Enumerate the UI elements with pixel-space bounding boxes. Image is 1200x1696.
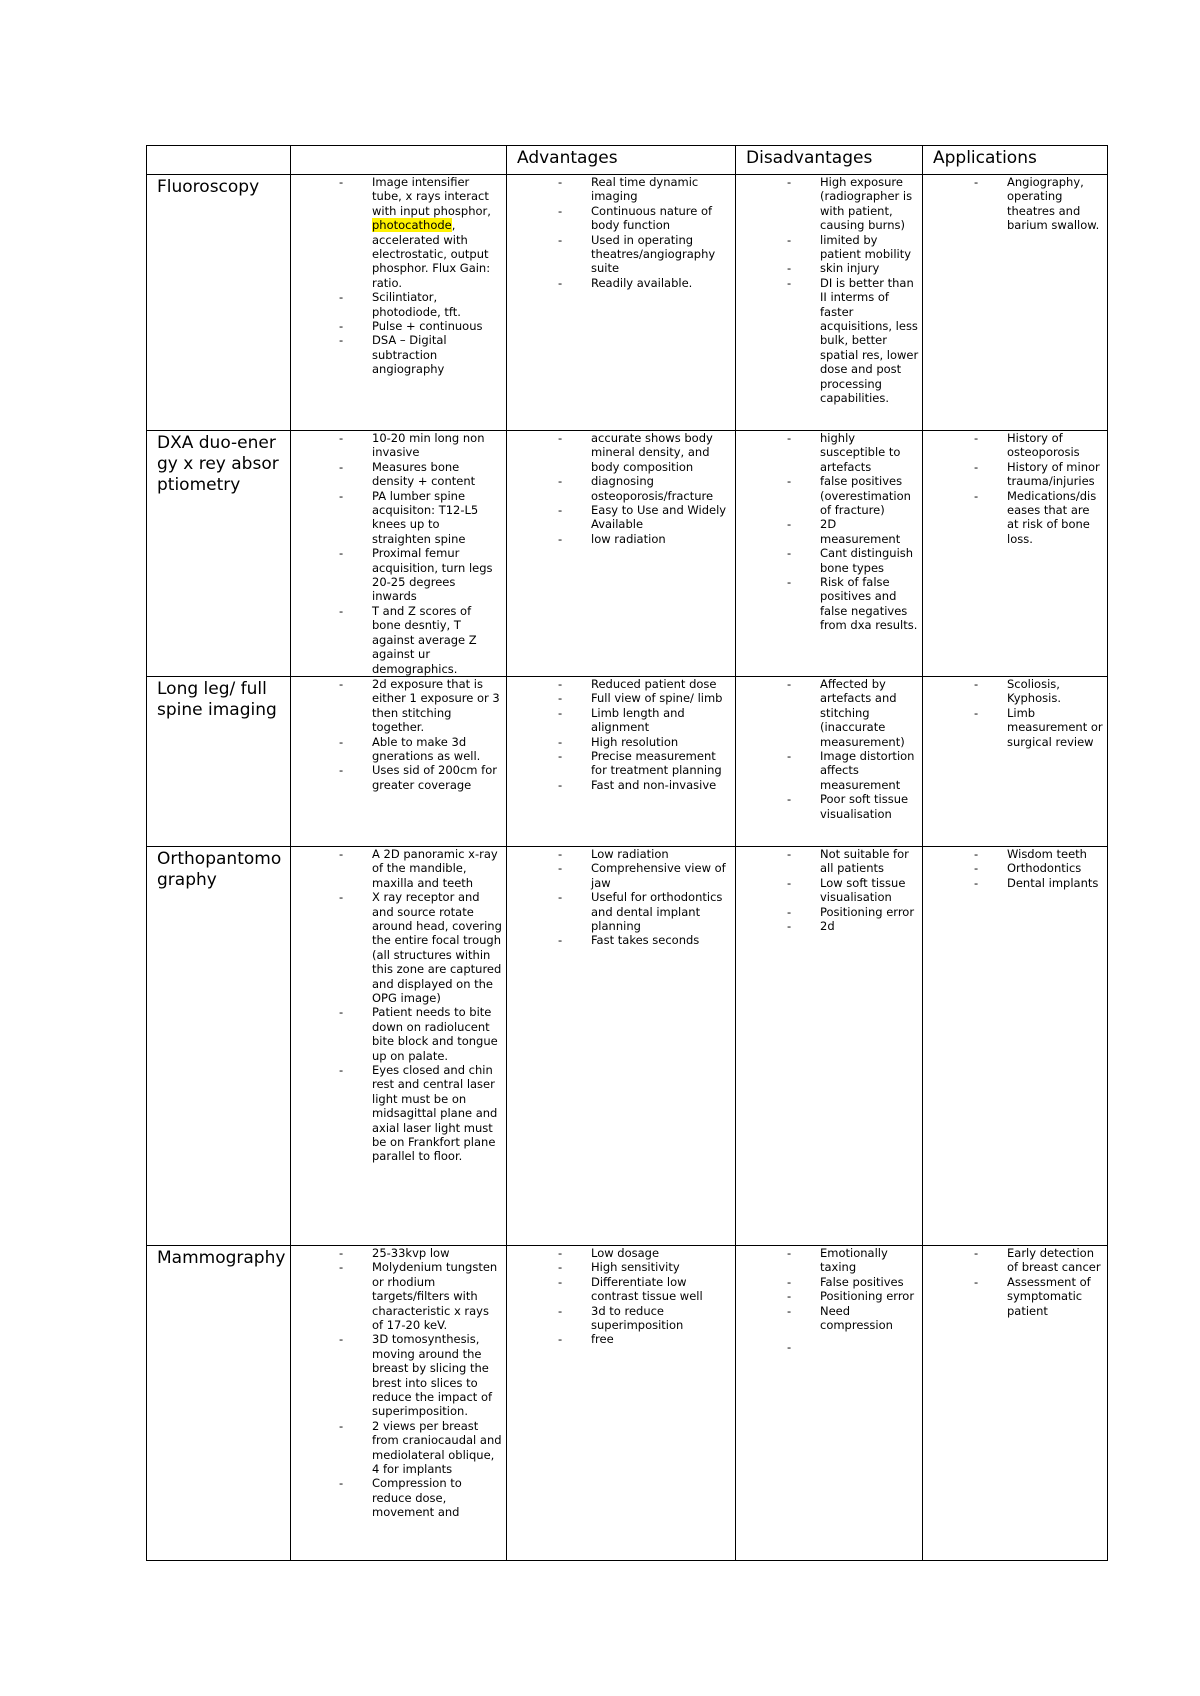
list-item: - Low dosage xyxy=(591,1246,727,1260)
list-item: - Molydenium tungsten or rhodium targets/filters with characteristic x rays of 17-20 keV. xyxy=(372,1260,502,1332)
list-item: - Limb length and alignment xyxy=(591,706,727,735)
disadvantages-cell xyxy=(736,175,923,431)
list-item: - T and Z scores of bone desntiy, T against average Z against ur demographics. xyxy=(372,604,502,676)
description-cell xyxy=(291,846,507,1245)
list-item: - Poor soft tissue visualisation xyxy=(820,792,920,821)
disadvantages-cell xyxy=(736,431,923,677)
list-item: - Positioning error xyxy=(820,905,920,919)
list-item: - free xyxy=(591,1332,727,1346)
list-item: - A 2D panoramic x-ray of the mandible, maxilla and teeth xyxy=(372,847,502,890)
list-item: - diagnosing osteoporosis/fracture xyxy=(591,474,727,503)
list-item: - 10-20 min long non invasive xyxy=(372,431,502,460)
list-item: - Real time dynamic imaging xyxy=(591,175,727,204)
list-item: - DSA – Digital subtraction angiography xyxy=(372,333,502,376)
list-item: - Image distortion affects measurement xyxy=(820,749,920,792)
applications-cell xyxy=(923,431,1108,677)
header-cell-name xyxy=(147,146,291,175)
list-item: - Scoliosis, Kyphosis. xyxy=(1007,677,1103,706)
description-cell xyxy=(291,676,507,846)
list-item: - Used in operating theatres/angiography suite xyxy=(591,233,727,276)
row-name: Long leg/ full spine imaging xyxy=(147,676,291,846)
list-item: - skin injury xyxy=(820,261,920,275)
list-item: - low radiation xyxy=(591,532,727,546)
description-cell xyxy=(291,431,507,677)
list-item: - Able to make 3d gnerations as well. xyxy=(372,735,502,764)
list-item: - History of minor trauma/injuries xyxy=(1007,460,1103,489)
list-item-empty xyxy=(820,1340,920,1354)
list-item: - High exposure (radiographer is with patient, causing burns) xyxy=(820,175,920,233)
applications-cell xyxy=(923,676,1108,846)
list-item: - Affected by artefacts and stitching (inaccurate measurement) xyxy=(820,677,920,749)
header-advantages: Advantages xyxy=(507,146,736,175)
disadvantages-cell xyxy=(736,1245,923,1560)
list-item: - Full view of spine/ limb xyxy=(591,691,727,705)
header-cell-description xyxy=(291,146,507,175)
description-cell xyxy=(291,1245,507,1560)
comparison-table xyxy=(146,145,1108,1561)
list-item: - Not suitable for all patients xyxy=(820,847,920,876)
list-item: - Precise measurement for treatment planning xyxy=(591,749,727,778)
list-item: - Compression to reduce dose, movement and xyxy=(372,1476,502,1519)
advantages-cell xyxy=(507,676,736,846)
advantages-cell xyxy=(507,1245,736,1560)
list-item: - Comprehensive view of jaw xyxy=(591,861,727,890)
list-item: - Proximal femur acquisition, turn legs 20-25 degrees inwards xyxy=(372,546,502,604)
list-item: - High resolution xyxy=(591,735,727,749)
row-name: Orthopantomography xyxy=(147,846,291,1245)
list-item: - 2D measurement xyxy=(820,517,920,546)
row-name: Mammography xyxy=(147,1245,291,1560)
list-item: - Limb measurement or surgical review xyxy=(1007,706,1103,749)
list-item: - Early detection of breast cancer xyxy=(1007,1246,1103,1275)
list-item: - Reduced patient dose xyxy=(591,677,727,691)
list-item: - Fast takes seconds xyxy=(591,933,727,947)
list-item: - Pulse + continuous xyxy=(372,319,502,333)
header-row xyxy=(147,146,1108,175)
list-item: - Orthodontics xyxy=(1007,861,1103,875)
list-item: - Scilintiator, photodiode, tft. xyxy=(372,290,502,319)
list-item: - Low radiation xyxy=(591,847,727,861)
list-item: - Uses sid of 200cm for greater coverage xyxy=(372,763,502,792)
list-item: - false positives (overestimation of fracture) xyxy=(820,474,920,517)
header-disadvantages: Disadvantages xyxy=(736,146,923,175)
list-item: - 2d xyxy=(820,919,920,933)
list-item: - 3D tomosynthesis, moving around the breast by slicing the brest into slices to reduce the impact of superimposition. xyxy=(372,1332,502,1418)
list-item: - Positioning error xyxy=(820,1289,920,1303)
list-item: - Need compression xyxy=(820,1304,920,1333)
list-item: - Easy to Use and Widely Available xyxy=(591,503,727,532)
advantages-cell xyxy=(507,431,736,677)
table-row-dxa xyxy=(147,431,1108,677)
list-item: - Assessment of symptomatic patient xyxy=(1007,1275,1103,1318)
table-row-fluoroscopy xyxy=(147,175,1108,431)
list-item: - Continuous nature of body function xyxy=(591,204,727,233)
table-row-long-leg xyxy=(147,676,1108,846)
list-item: - 3d to reduce superimposition xyxy=(591,1304,727,1333)
list-item: - Wisdom teeth xyxy=(1007,847,1103,861)
advantages-cell xyxy=(507,846,736,1245)
list-item: - PA lumber spine acquisiton: T12-L5 knees up to straighten spine xyxy=(372,489,502,547)
list-item: - Eyes closed and chin rest and central laser light must be on midsagittal plane and axial laser light must be on Frankfort plane parallel to floor. xyxy=(372,1063,502,1164)
disadvantages-cell xyxy=(736,846,923,1245)
list-item: - Medications/diseases that are at risk of bone loss. xyxy=(1007,489,1103,547)
list-item: - History of osteoporosis xyxy=(1007,431,1103,460)
list-item: - Measures bone density + content xyxy=(372,460,502,489)
list-item: - Differentiate low contrast tissue well xyxy=(591,1275,727,1304)
list-item: - Risk of false positives and false negatives from dxa results. xyxy=(820,575,920,633)
list-item: - X ray receptor and and source rotate around head, covering the entire focal trough (all structures within this zone are captured and displayed on the OPG image) xyxy=(372,890,502,1005)
list-item: - Readily available. xyxy=(591,276,727,290)
list-item: - accurate shows body mineral density, and body composition xyxy=(591,431,727,474)
list-item: - Cant distinguish bone types xyxy=(820,546,920,575)
list-item: - Patient needs to bite down on radiolucent bite block and tongue up on palate. xyxy=(372,1005,502,1063)
list-item: - highly susceptible to artefacts xyxy=(820,431,920,474)
list-item: - High sensitivity xyxy=(591,1260,727,1274)
table-row-mammography xyxy=(147,1245,1108,1560)
row-name: Fluoroscopy xyxy=(147,175,291,431)
list-item: - False positives xyxy=(820,1275,920,1289)
list-item: - 25-33kvp low xyxy=(372,1246,502,1260)
list-item: - Useful for orthodontics and dental implant planning xyxy=(591,890,727,933)
applications-cell xyxy=(923,846,1108,1245)
row-name: DXA duo-energy x rey absorptiometry xyxy=(147,431,291,677)
list-item: - Dental implants xyxy=(1007,876,1103,890)
list-item: - Emotionally taxing xyxy=(820,1246,920,1275)
list-item: - 2 views per breast from craniocaudal and mediolateral oblique, 4 for implants xyxy=(372,1419,502,1477)
applications-cell xyxy=(923,175,1108,431)
list-item: - Fast and non-invasive xyxy=(591,778,727,792)
description-cell xyxy=(291,175,507,431)
disadvantages-cell xyxy=(736,676,923,846)
list-item: - Angiography, operating theatres and barium swallow. xyxy=(1007,175,1103,233)
list-item: - Low soft tissue visualisation xyxy=(820,876,920,905)
list-item: - DI is better than II interms of faster acquisitions, less bulk, better spatial res, lower dose and post processing capabilities. xyxy=(820,276,920,406)
applications-cell xyxy=(923,1245,1108,1560)
list-item: - Image intensifier tube, x rays interact with input phosphor, photocathode, accelerated with electrostatic, output phosphor. Flux Gain: ratio. xyxy=(372,175,502,290)
list-item: - 2d exposure that is either 1 exposure or 3 then stitching together. xyxy=(372,677,502,735)
advantages-cell xyxy=(507,175,736,431)
highlighted-text: photocathode xyxy=(372,218,452,233)
list-item: - limited by patient mobility xyxy=(820,233,920,262)
header-applications: Applications xyxy=(923,146,1108,175)
table-row-orthopantomography xyxy=(147,846,1108,1245)
